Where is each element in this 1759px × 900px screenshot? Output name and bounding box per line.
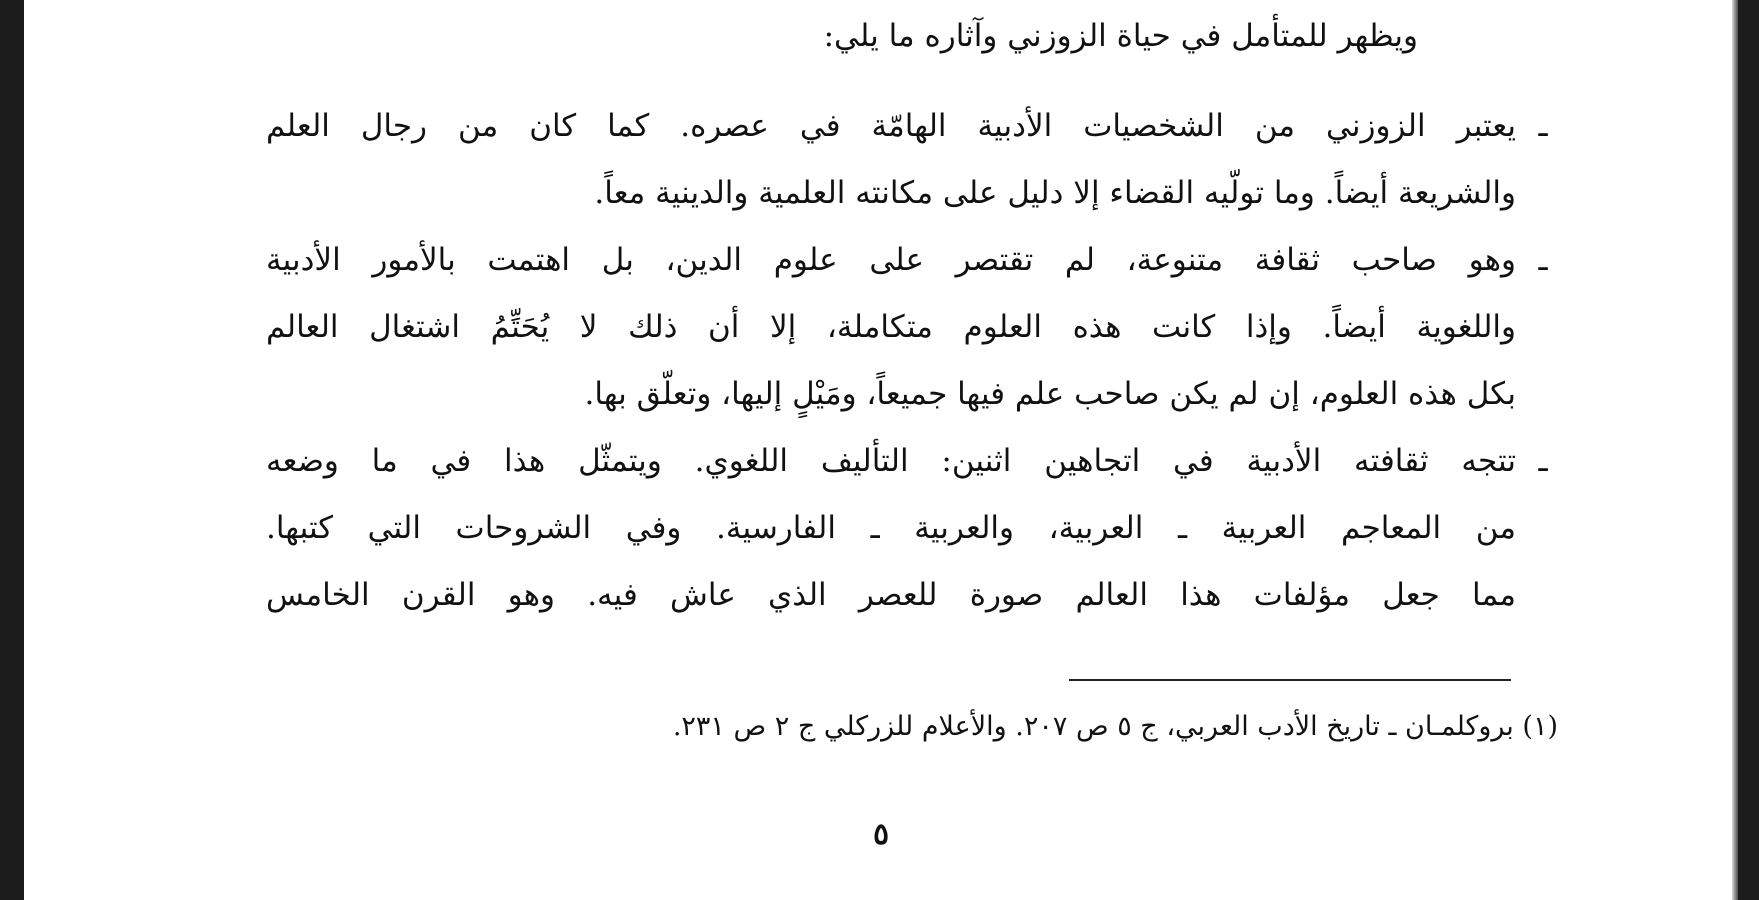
bullet-dash: ـ <box>1538 443 1548 479</box>
point-2-line-1: وهو صاحب ثقافة متنوعة، لم تقتصر على علوم الدين، بل اهتمت بالأمور الأدبية <box>266 242 1516 278</box>
point-1-line-2: والشريعة أيضاً. وما تولّيه القضاء إلا دليل على مكانته العلمية والدينية معاً. <box>594 175 1516 211</box>
point-3-line-1: تتجه ثقافته الأدبية في اتجاهين اثنين: التأليف اللغوي. ويتمثّل هذا في ما وضعه <box>266 443 1516 479</box>
point-2-line-3: بكل هذه العلوم، إن لم يكن صاحب علم فيها جميعاً، ومَيْلٍ إليها، وتعلّق بها. <box>584 376 1516 412</box>
point-2-line-2: واللغوية أيضاً. وإذا كانت هذه العلوم متكاملة، إلا أن ذلك لا يُحَتِّمُ اشتغال العالم <box>266 309 1516 345</box>
point-1-line-1: يعتبر الزوزني من الشخصيات الأدبية الهامّة في عصره. كما كان من رجال العلم <box>266 108 1516 144</box>
bullet-dash: ـ <box>1538 108 1548 144</box>
point-3-line-2: من المعاجم العربية ـ العربية، والعربية ـ الفارسية. وفي الشروحات التي كتبها. <box>266 510 1516 546</box>
page-number: ٥ <box>872 817 890 852</box>
document-page <box>24 0 1738 900</box>
intro-line: ويظهر للمتأمل في حياة الزوزني وآثاره ما يلي: <box>823 18 1418 54</box>
footnote: (١) بروكلمـان ـ تاريخ الأدب العربي، ج ٥ ص ٢٠٧. والأعلام للزركلي ج ٢ ص ٢٣١. <box>672 711 1558 742</box>
page-edge-shadow <box>1732 0 1738 900</box>
bullet-dash: ـ <box>1538 242 1548 278</box>
point-3-line-3: مما جعل مؤلفات هذا العالم صورة للعصر الذي عاش فيه. وهو القرن الخامس <box>266 577 1516 613</box>
footnote-divider <box>1069 679 1511 681</box>
